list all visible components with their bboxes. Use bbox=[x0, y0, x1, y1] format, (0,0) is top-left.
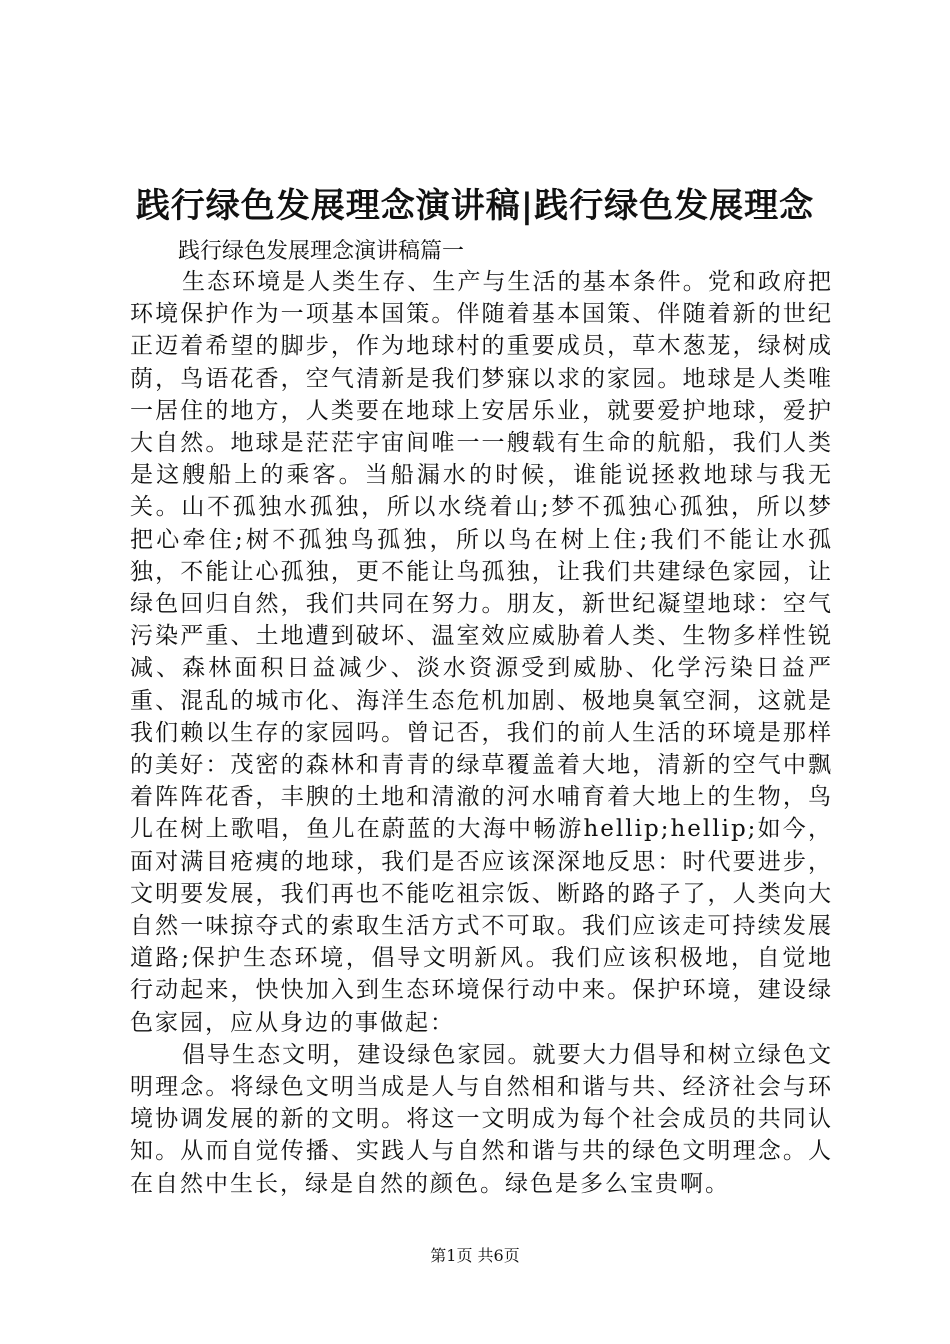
page-footer: 第1页 共6页 bbox=[430, 1246, 520, 1265]
document-body bbox=[130, 266, 833, 1200]
section-heading: 践行绿色发展理念演讲稿篇一 bbox=[178, 239, 465, 264]
paragraph-2: 倡导生态文明，建设绿色家园。就要大力倡导和树立绿色文明理念。将绿色文明当成是人与自然相和谐与共、经济社会与环境协调发展的新的文明。将这一文明成为每个社会成员的共同认知。从而自觉传播、实践人与自然和谐与共的绿色文明理念。人在自然中生长，绿是自然的颜色。绿色是多么宝贵啊。 bbox=[130, 1041, 833, 1197]
paragraph-1: 生态环境是人类生存、生产与生活的基本条件。党和政府把环境保护作为一项基本国策。伴随着基本国策、伴随着新的世纪正迈着希望的脚步，作为地球村的重要成员，草木葱茏，绿树成荫，鸟语花香，空气清新是我们梦寐以求的家园。地球是人类唯一居住的地方，人类要在地球上安居乐业，就要爱护地球，爱护大自然。地球是茫茫宇宙间唯一一艘载有生命的航船，我们人类是这艘船上的乘客。当船漏水的时候，谁能说拯救地球与我无关。山不孤独水孤独，所以水绕着山;梦不孤独心孤独，所以梦把心牵住;树不孤独鸟孤独，所以鸟在树上住;我们不能让水孤独，不能让心孤独，更不能让鸟孤独，让我们共建绿色家园，让绿色回归自然，我们共同在努力。朋友，新世纪凝望地球：空气污染严重、土地遭到破坏、温室效应威胁着人类、生物多样性锐减、森林面积日益减少、淡水资源受到威胁、化学污染日益严重、混乱的城市化、海洋生态危机加剧、极地臭氧空洞，这就是我们赖以生存的家园吗。曾记否，我们的前人生活的环境是那样的美好：茂密的森林和青青的绿草覆盖着大地，清新的空气中飘着阵阵花香，丰腴的土地和清澈的河水哺育着大地上的生物，鸟儿在树上歌唱，鱼儿在蔚蓝的大海中畅游hellip;hellip;如今，面对满目疮痍的地球，我们是否应该深深地反思：时代要进步，文明要发展，我们再也不能吃祖宗饭、断路的路子了，人类向大自然一味掠夺式的索取生活方式不可取。我们应该走可持续发展道路;保护生态环境，倡导文明新风。我们应该积极地，自觉地行动起来，快快加入到生态环境保行动中来。保护环境，建设绿色家园，应从身边的事做起： bbox=[130, 269, 833, 1036]
document-title: 践行绿色发展理念演讲稿|践行绿色发展理念 bbox=[135, 186, 815, 226]
